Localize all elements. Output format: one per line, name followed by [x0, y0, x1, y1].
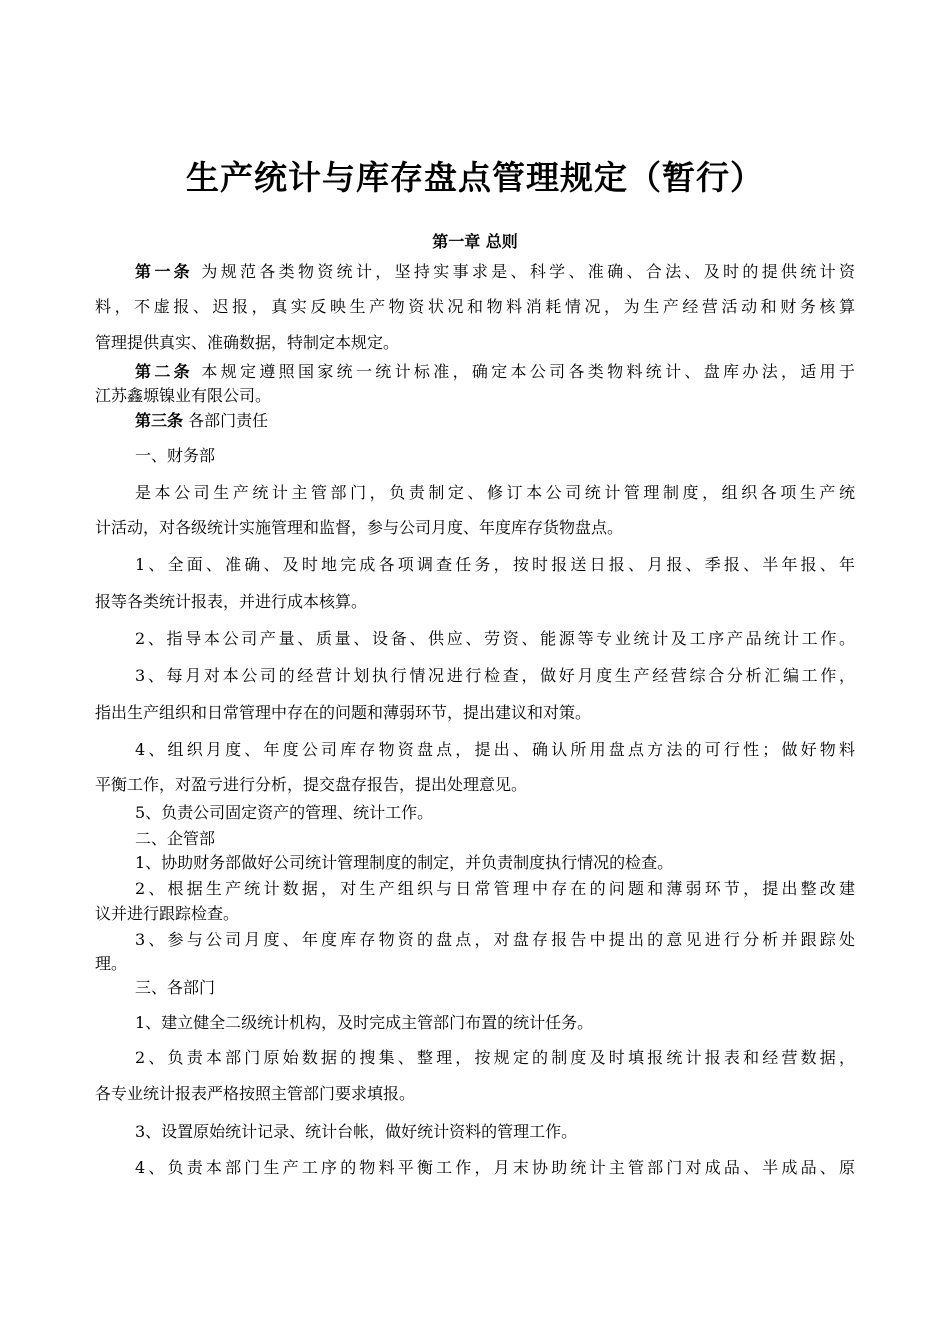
article-3-label: 第三条: [135, 411, 184, 430]
finance-intro-line-2: 计活动，对各级统计实施管理和监督，参与公司月度、年度库存货物盘点。: [95, 518, 624, 537]
finance-item-5: 5、负责公司固定资产的管理、统计工作。: [135, 803, 434, 822]
document-title: 生产统计与库存盘点管理规定（暂行）: [186, 158, 764, 197]
departments-item-3: 3、设置原始统计记录、统计台帐，做好统计资料的管理工作。: [135, 1122, 578, 1141]
enterprise-heading: 二、企管部: [135, 829, 216, 848]
enterprise-item-2-line-1: 2、根据生产统计数据，对生产组织与日常管理中存在的问题和薄弱环节，提出整改建: [135, 879, 855, 898]
finance-item-2: 2、指导本公司产量、质量、设备、供应、劳资、能源等专业统计及工序产品统计工作。: [135, 629, 855, 648]
departments-item-1: 1、建立健全二级统计机构，及时完成主管部门布置的统计任务。: [135, 1013, 594, 1032]
departments-item-2-line-2: 各专业统计报表严格按照主管部门要求填报。: [95, 1084, 416, 1103]
enterprise-item-2-line-2: 议并进行跟踪检查。: [95, 904, 240, 923]
article-2-label: 第二条: [135, 362, 193, 381]
finance-item-1-line-2: 报等各类统计报表，并进行成本核算。: [95, 592, 368, 611]
departments-item-4-line-1: 4、负责本部门生产工序的物料平衡工作，月末协助统计主管部门对成品、半成品、原: [135, 1158, 855, 1177]
article-1-line-2: 料，不虚报、迟报，真实反映生产物资状况和物料消耗情况，为生产经营活动和财务核算: [95, 297, 855, 316]
finance-item-4-line-1: 4、组织月度、年度公司库存物资盘点，提出、确认所用盘点方法的可行性；做好物料: [135, 740, 855, 759]
article-1-label: 第一条: [135, 262, 193, 281]
article-2-line-2: 江苏鑫塬镍业有限公司。: [95, 386, 272, 405]
chapter-heading: 第一章 总则: [432, 232, 518, 251]
departments-item-2-line-1: 2、负责本部门原始数据的搜集、整理，按规定的制度及时填报统计报表和经营数据，: [135, 1048, 855, 1067]
finance-item-1-line-1: 1、全面、准确、及时地完成各项调查任务，按时报送日报、月报、季报、半年报、年: [135, 555, 855, 574]
article-1-line-3: 管理提供真实、准确数据，特制定本规定。: [95, 333, 400, 352]
finance-heading: 一、财务部: [135, 446, 216, 465]
finance-item-4-line-2: 平衡工作，对盈亏进行分析，提交盘存报告，提出处理意见。: [95, 775, 528, 794]
enterprise-item-3-line-2: 理。: [95, 954, 128, 973]
article-1-line-1: 第一条 为规范各类物资统计，坚持实事求是、科学、准确、合法、及时的提供统计资: [135, 262, 855, 281]
article-2-line-1: 第二条 本规定遵照国家统一统计标准，确定本公司各类物料统计、盘库办法，适用于: [135, 362, 855, 381]
enterprise-item-3-line-1: 3、参与公司月度、年度库存物资的盘点，对盘存报告中提出的意见进行分析并跟踪处: [135, 930, 855, 949]
article-3-line: 第三条 各部门责任: [135, 411, 269, 430]
departments-heading: 三、各部门: [135, 978, 216, 997]
finance-intro-line-1: 是本公司生产统计主管部门，负责制定、修订本公司统计管理制度，组织各项生产统: [135, 483, 855, 502]
enterprise-item-1: 1、协助财务部做好公司统计管理制度的制定，并负责制度执行情况的检查。: [135, 853, 674, 872]
finance-item-3-line-2: 指出生产组织和日常管理中存在的问题和薄弱环节，提出建议和对策。: [95, 703, 592, 722]
finance-item-3-line-1: 3、每月对本公司的经营计划执行情况进行检查，做好月度生产经营综合分析汇编工作，: [135, 666, 855, 685]
